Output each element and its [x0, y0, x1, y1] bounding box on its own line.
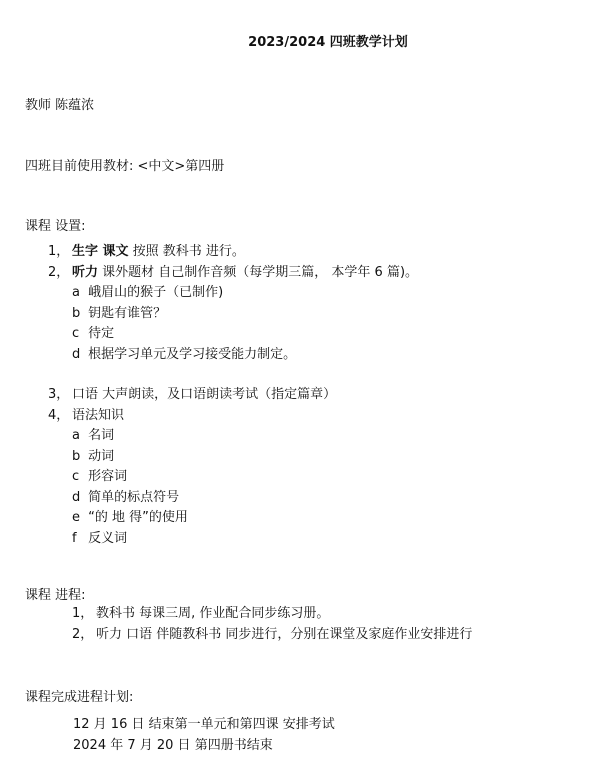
item-number: 3，	[48, 387, 70, 402]
plan-heading: 课程完成进程计划:	[25, 690, 134, 705]
item-number: 2，	[48, 264, 70, 280]
setup-heading: 课程 设置:	[25, 219, 86, 234]
item-text: 课外题材 自己制作音频（每学期三篇， 本学年 6 篇)。	[98, 264, 419, 280]
sublist-item	[72, 283, 418, 304]
sub-text: 峨眉山的猴子（已制作)	[88, 285, 224, 300]
plan-item: 12 月 16 日 结束第一单元和第四课 安排考试	[73, 717, 335, 732]
sublist-item	[72, 488, 418, 509]
sublist-item	[72, 304, 418, 325]
list-item	[48, 242, 418, 263]
item-text: 教科书 每课三周, 作业配合同步练习册。	[96, 606, 330, 621]
sub-text: 待定	[88, 326, 115, 341]
item-bold-label: 听力	[72, 264, 99, 280]
list-spacer	[48, 365, 418, 385]
sub-letter: d	[72, 346, 81, 362]
sub-text: “的 地 得”的使用	[88, 510, 188, 525]
sub-letter: a	[72, 285, 80, 300]
sub-letter: e	[72, 510, 80, 525]
sublist-item	[72, 467, 418, 488]
plan-item: 2024 年 7 月 20 日 第四册书结束	[73, 738, 273, 753]
item-text: 按照 教科书 进行。	[128, 244, 245, 259]
teacher-line: 教师 陈蕴浓	[25, 98, 95, 113]
list-item	[48, 263, 418, 284]
item-number: 1，	[72, 606, 94, 621]
sublist-item	[72, 447, 418, 468]
sub-text: 反义词	[88, 530, 128, 546]
sub-letter: f	[72, 530, 77, 546]
sub-letter: d	[72, 489, 81, 505]
grammar-sublist	[48, 426, 418, 549]
sub-text: 动词	[88, 448, 115, 464]
document-title: 2023/2024 四班教学计划	[248, 35, 408, 50]
sublist-container	[48, 283, 418, 365]
sublist-item	[72, 324, 418, 345]
progress-heading: 课程 进程:	[25, 588, 86, 603]
textbook-line: 四班目前使用教材: <中文>第四册	[25, 159, 225, 174]
sub-text: 根据学习单元及学习接受能力制定。	[88, 346, 297, 362]
sublist-item	[72, 345, 418, 366]
sub-text: 简单的标点符号	[88, 489, 180, 505]
sublist-item	[72, 508, 418, 529]
item-bold-label: 生字 课文	[72, 244, 129, 259]
sub-letter: b	[72, 448, 81, 464]
list-item	[48, 406, 418, 427]
item-number: 4，	[48, 407, 70, 423]
item-number: 1，	[48, 244, 70, 259]
listening-sublist	[48, 283, 418, 365]
setup-list	[48, 242, 418, 549]
list-item	[72, 625, 472, 646]
sub-text: 形容词	[88, 469, 128, 484]
sublist-item	[72, 529, 418, 550]
item-text: 口语 大声朗读，及口语朗读考试（指定篇章）	[72, 387, 337, 402]
item-number: 2，	[72, 626, 94, 642]
plan-list	[73, 714, 335, 756]
list-item	[48, 385, 418, 406]
sub-letter: c	[72, 326, 80, 341]
sub-text: 钥匙有谁管？	[88, 305, 167, 321]
sub-letter: a	[72, 428, 80, 443]
progress-list	[72, 604, 472, 645]
sub-letter: b	[72, 305, 81, 321]
sublist-container	[48, 426, 418, 549]
item-text: 语法知识	[72, 407, 125, 423]
sub-text: 名词	[88, 428, 115, 443]
list-item	[72, 604, 472, 625]
sublist-item	[72, 426, 418, 447]
sub-letter: c	[72, 469, 80, 484]
item-text: 听力 口语 伴随教科书 同步进行，分别在课堂及家庭作业安排进行	[96, 626, 473, 642]
